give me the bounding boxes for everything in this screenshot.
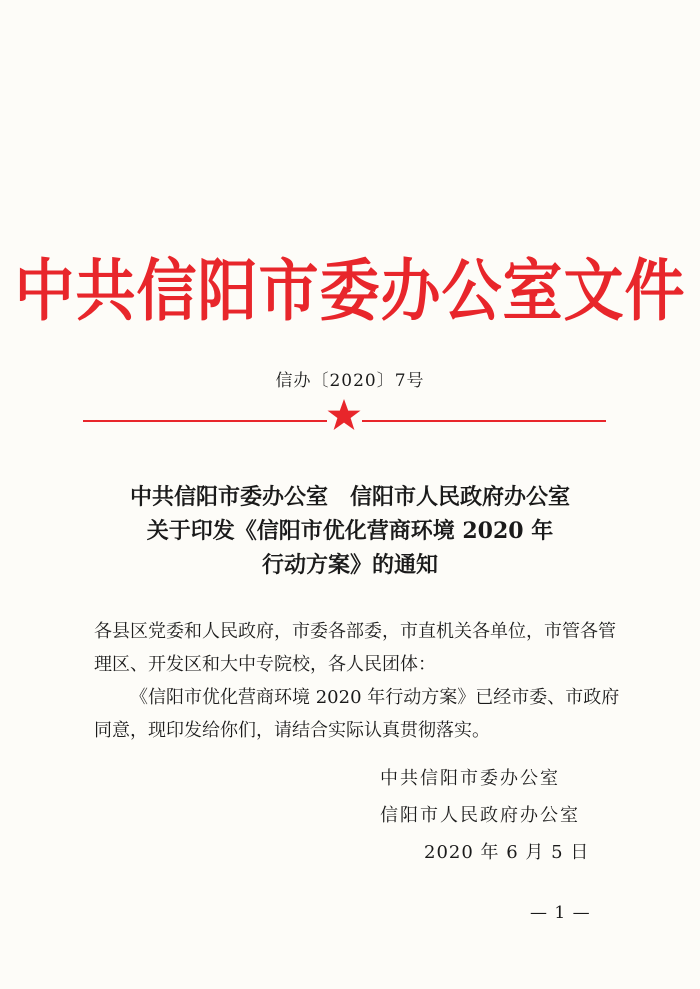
title-line-1: 中共信阳市委办公室 信阳市人民政府办公室 (129, 484, 570, 510)
signer-org-2: 信阳市人民政府办公室 (380, 805, 580, 826)
red-star-icon (326, 397, 362, 433)
document-body (94, 615, 624, 747)
document-masthead: 中共信阳市委办公室文件 (14, 252, 686, 331)
page-number: — 1 — (530, 903, 591, 923)
signer-org-1: 中共信阳市委办公室 (380, 768, 560, 789)
red-rule-right (362, 420, 606, 422)
document-number: 信办〔2020〕7号 (275, 371, 425, 391)
title-line-3: 行动方案》的通知 (261, 552, 438, 578)
body-paragraph: 《信阳市优化营商环境 2020 年行动方案》已经市委、市政府同意，现印发给你们，请结合实际认真贯彻落实。 (94, 687, 620, 741)
red-rule-left (83, 420, 327, 422)
document-title (40, 480, 660, 582)
addressees: 各县区党委和人民政府，市委各部委，市直机关各单位，市管各管理区、开发区和大中专院校，各人民团体： (94, 621, 616, 675)
title-line-2: 关于印发《信阳市优化营商环境 2020 年 (146, 518, 554, 544)
issue-date: 2020 年 6 月 5 日 (424, 842, 590, 863)
signature-block (380, 760, 589, 871)
